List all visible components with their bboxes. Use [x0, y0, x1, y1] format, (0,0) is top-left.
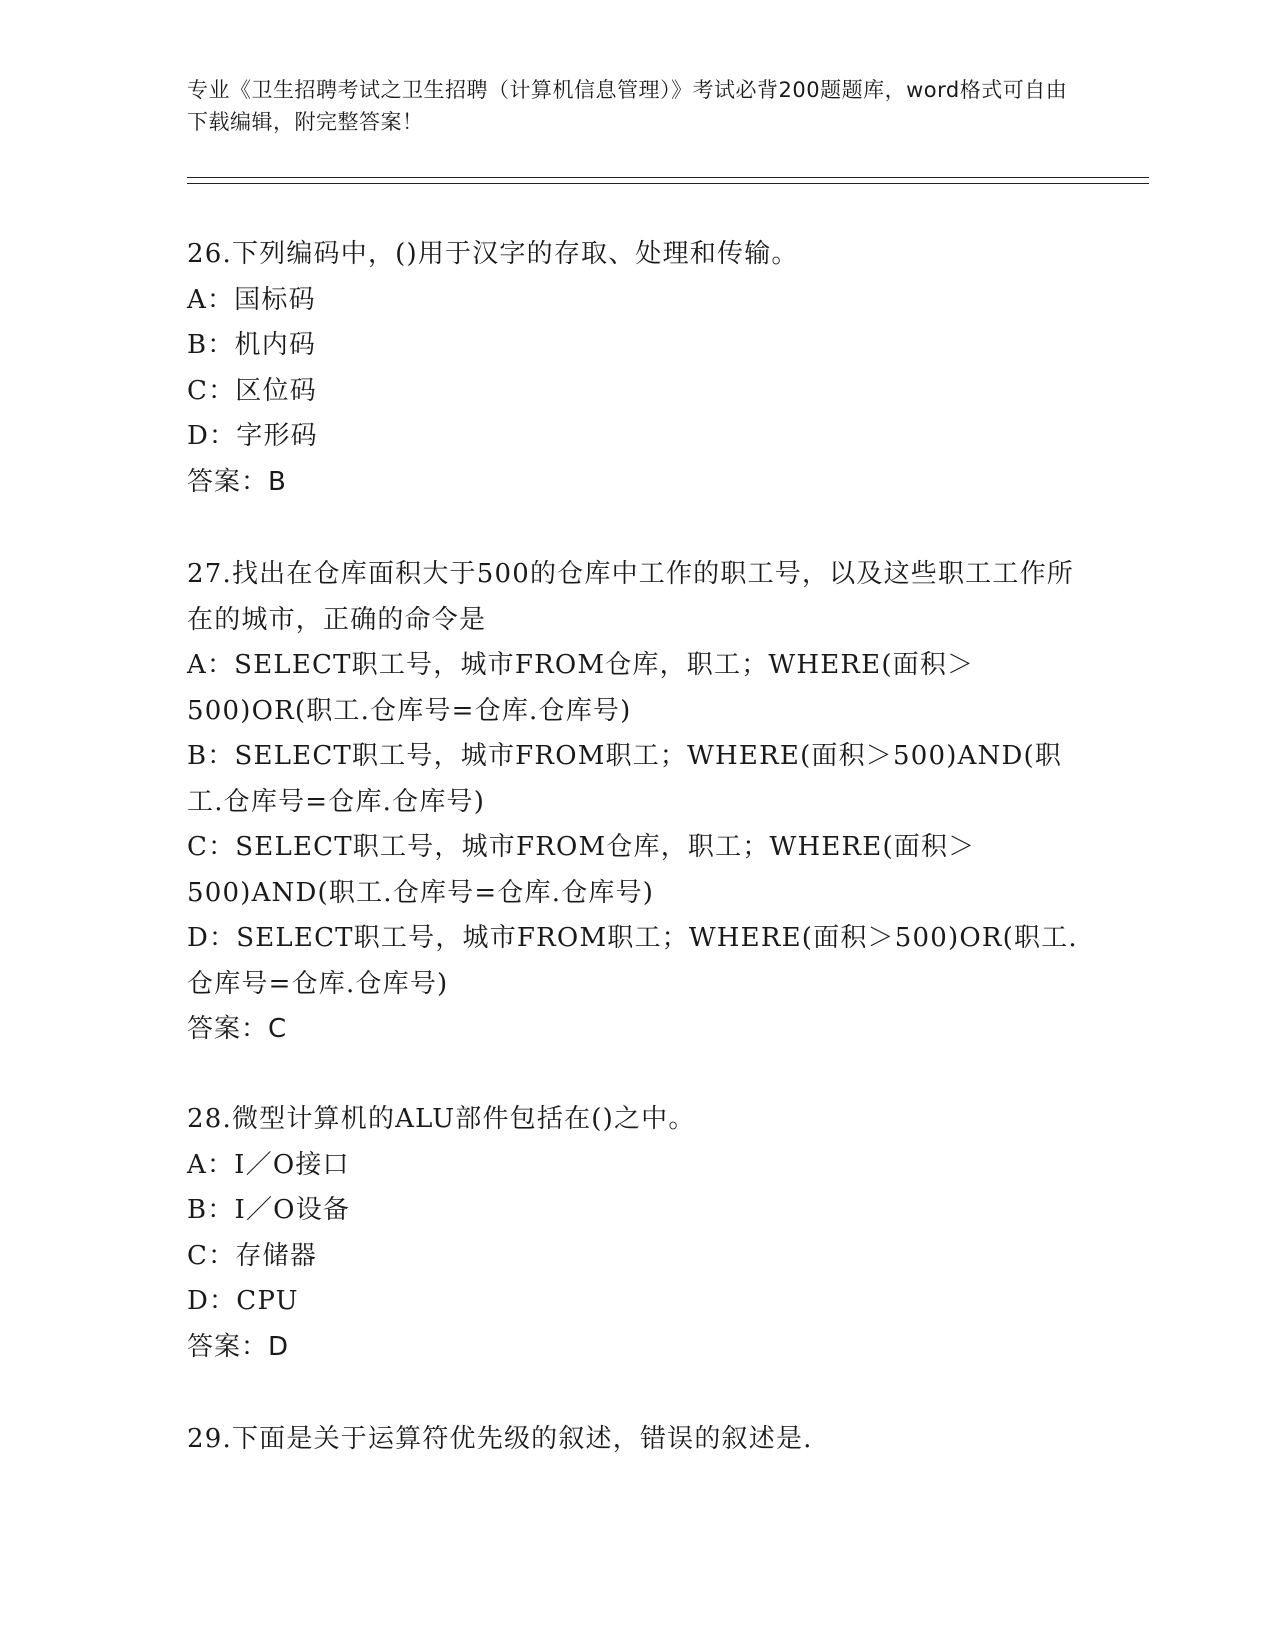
option-d: D：字形码: [187, 421, 318, 451]
header-text: 专业《卫生招聘考试之卫生招聘（计算机信息管理）》考试必背200题题库，word格式可自由下载编辑，附完整答案！: [187, 78, 1068, 134]
question-27: [187, 552, 1087, 1053]
header-divider-top: [187, 177, 1149, 178]
question-stem: 29.下面是关于运算符优先级的叙述，错误的叙述是.: [187, 1424, 813, 1454]
option-c: C：存储器: [187, 1240, 317, 1271]
option-a: A：SELECT职工号，城市FROM仓库，职工；WHERE(面积＞500)OR(职工.仓库号=仓库.仓库号): [187, 650, 975, 726]
question-stem: 28.微型计算机的ALU部件包括在()之中。: [187, 1104, 696, 1134]
option-b: B：机内码: [187, 330, 317, 360]
option-a: A：国标码: [187, 284, 316, 315]
option-d: D：CPU: [187, 1286, 299, 1316]
header-divider-bottom: [187, 183, 1149, 184]
question-29: [187, 1417, 1087, 1463]
option-b: B：I／O设备: [187, 1195, 351, 1225]
option-d: D：SELECT职工号，城市FROM职工；WHERE(面积＞500)OR(职工.仓库号=仓库.仓库号): [187, 923, 1078, 999]
document-header: [187, 74, 1087, 138]
option-c: C：区位码: [187, 375, 317, 406]
question-stem: 27.找出在仓库面积大于500的仓库中工作的职工号，以及这些职工工作所在的城市，正确的命令是: [187, 559, 1074, 635]
option-b: B：SELECT职工号，城市FROM职工；WHERE(面积＞500)AND(职工.仓库号=仓库.仓库号): [187, 741, 1063, 817]
answer: 答案：C: [187, 1014, 288, 1044]
option-c: C：SELECT职工号，城市FROM仓库，职工；WHERE(面积＞500)AND(职工.仓库号=仓库.仓库号): [187, 832, 976, 908]
option-a: A：I／O接口: [187, 1149, 350, 1180]
question-28: [187, 1097, 1087, 1370]
answer: 答案：D: [187, 1331, 290, 1362]
answer: 答案：B: [187, 466, 287, 497]
question-stem: 26.下列编码中，()用于汉字的存取、处理和传输。: [187, 239, 799, 269]
question-26: [187, 232, 1087, 505]
